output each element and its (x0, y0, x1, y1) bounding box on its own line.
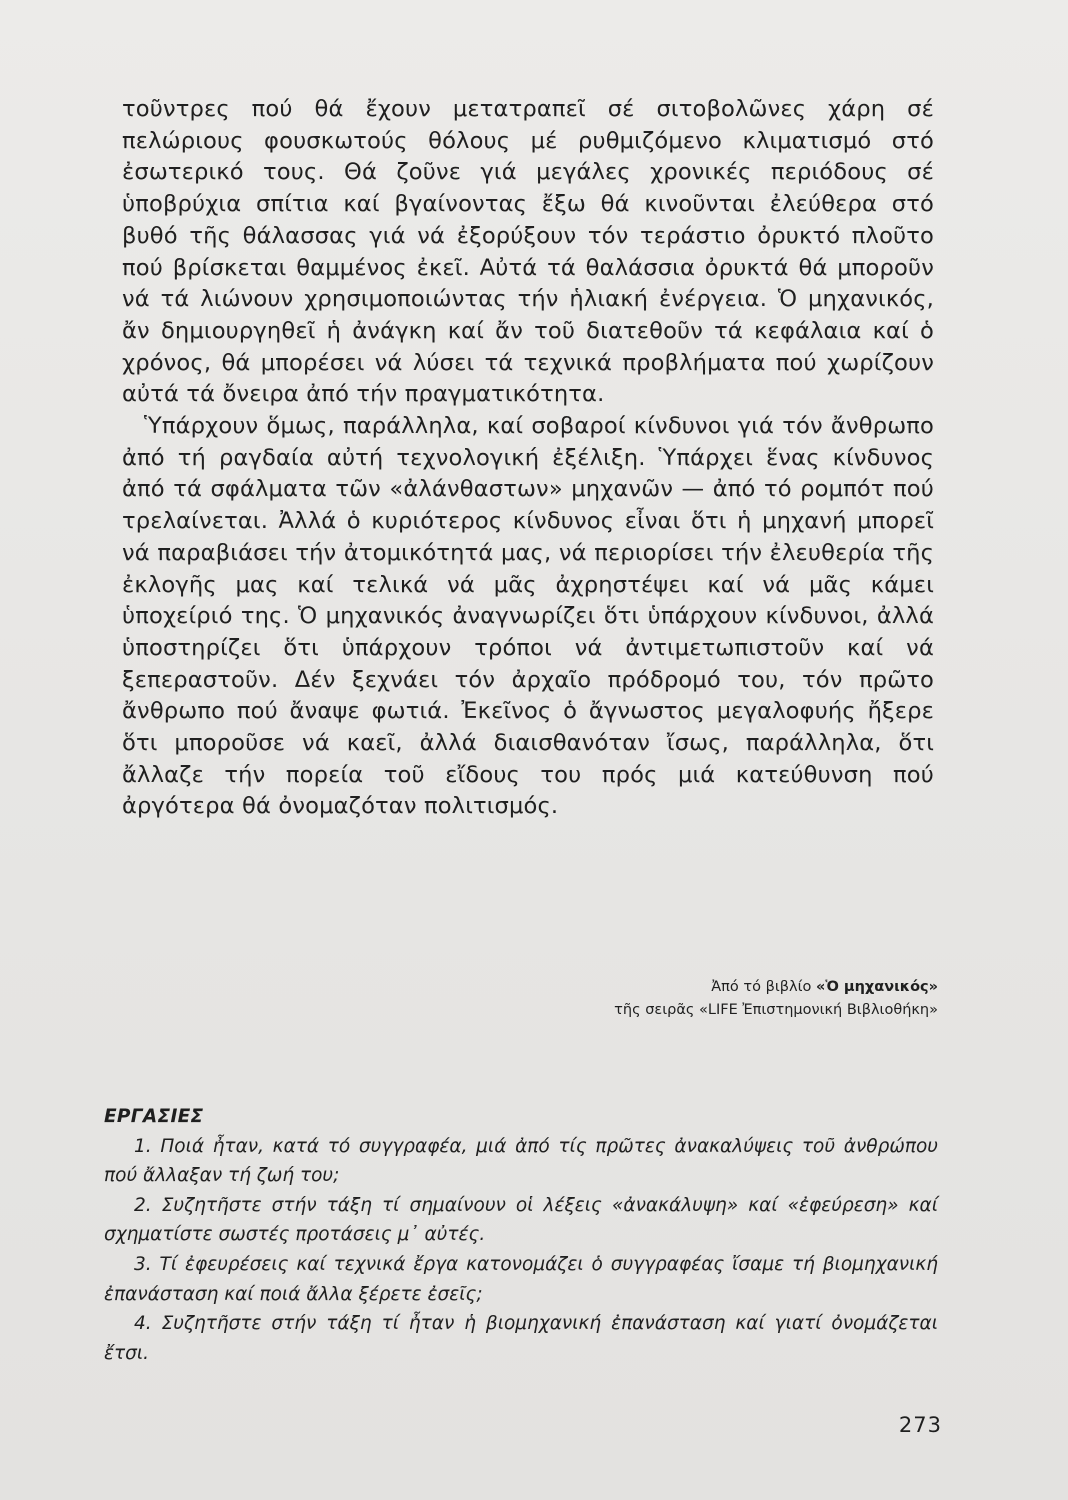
exercises-list (104, 1132, 938, 1369)
citation-line-2: τῆς σειρᾶς «LIFE Ἐπιστημονική Βιβλιοθήκη» (614, 1002, 938, 1018)
source-citation (418, 976, 938, 1022)
citation-prefix: Ἀπό τό βιβλίο (711, 979, 816, 995)
exercise-item-2: 2. Συζητῆστε στήν τάξη τί σημαίνουν οἱ λέξεις «ἀνακάλυψη» καί «ἐφεύρεση» καί σχηματίστε σωστές προτάσεις μ᾽ αὐτές. (104, 1194, 938, 1246)
exercise-item-3: 3. Τί ἐφευρέσεις καί τεχνικά ἔργα κατονομάζει ὁ συγγραφέας ἴσαμε τή βιομηχανική ἐπανάσταση καί ποιά ἄλλα ξέρετε ἐσεῖς; (104, 1253, 938, 1305)
page-number: 273 (898, 1413, 942, 1437)
exercise-item-4: 4. Συζητῆστε στήν τάξη τί ἦταν ἡ βιομηχανική ἐπανάσταση καί γιατί ὀνομάζεται ἔτσι. (104, 1313, 938, 1364)
exercises-heading: ΕΡΓΑΣΙΕΣ (104, 1106, 204, 1127)
body-paragraph-1: τοῦντρες πού θά ἔχουν μετατραπεῖ σέ σιτοβολῶνες χάρη σέ πελώριους φουσκωτούς θόλους μέ ρυθμιζόμενο κλιματισμό στό ἐσωτερικό τους. Θά ζοῦνε γιά μεγάλες χρονικές περιόδους σέ ὑποβρύχια σπίτια καί βγαίνοντας ἔξω θά κινοῦνται ἐλεύθερα στό βυθό τῆς θάλασσας γιά νά ἐξορύξουν τόν τεράστιο ὀρυκτό πλοῦτο πού βρίσκεται θαμμένος ἐκεῖ. Αὐτά τά θαλάσσια ὀρυκτά θά μποροῦν νά τά λιώνουν χρησιμοποιώντας τήν ἡλιακή ἐνέργεια. Ὁ μηχανικός, ἄν δημιουργηθεῖ ἡ ἀνάγκη καί ἄν τοῦ διατεθοῦν τά κεφάλαια καί ὁ χρόνος, θά μπορέσει νά λύσει τά τεχνικά προβλήματα πού χωρίζουν αὐτά τά ὄνειρα ἀπό τήν πραγματικότητα. (122, 96, 934, 408)
body-paragraph-2: Ὑπάρχουν ὅμως, παράλληλα, καί σοβαροί κίνδυνοι γιά τόν ἄνθρωπο ἀπό τή ραγδαία αὐτή τεχνολογική ἐξέλιξη. Ὑπάρχει ἕνας κίνδυνος ἀπό τά σφάλματα τῶν «ἀλάνθαστων» μηχανῶν — ἀπό τό ρομπότ πού τρελαίνεται. Ἀλλά ὁ κυριότερος κίνδυνος εἶναι ὅτι ἡ μηχανή μπορεῖ νά παραβιάσει τήν ἀτομικότητά μας, νά περιορίσει τήν ἐλευθερία τῆς ἐκλογῆς μας καί τελικά νά μᾶς ἀχρηστέψει καί νά μᾶς κάμει ὑποχείριό της. Ὁ μηχανικός ἀναγνωρίζει ὅτι ὑπάρχουν κίνδυνοι, ἀλλά ὑποστηρίζει ὅτι ὑπάρχουν τρόποι νά ἀντιμετωπιστοῦν καί νά ξεπεραστοῦν. Δέν ξεχνάει τόν ἀρχαῖο πρόδρομό του, τόν πρῶτο ἄνθρωπο πού ἄναψε φωτιά. Ἐκεῖνος ὁ ἄγνωστος μεγαλοφυής ἤξερε ὅτι μποροῦσε νά καεῖ, ἀλλά διαισθανόταν ἴσως, παράλληλα, ὅτι ἄλλαζε τήν πορεία τοῦ εἴδους του πρός μιά κατεύθυνση πού ἀργότερα θά ὀνομαζόταν πολιτισμός. (122, 413, 934, 820)
main-text (122, 94, 934, 823)
exercises-section (104, 1102, 938, 1368)
exercise-item-1: 1. Ποιά ἦταν, κατά τό συγγραφέα, μιά ἀπό τίς πρῶτες ἀνακαλύψεις τοῦ ἀνθρώπου πού ἄλλαξαν τή ζωή του; (104, 1135, 938, 1187)
citation-line-1 (418, 976, 938, 999)
citation-book-title: «Ὁ μηχανικός» (815, 979, 938, 995)
